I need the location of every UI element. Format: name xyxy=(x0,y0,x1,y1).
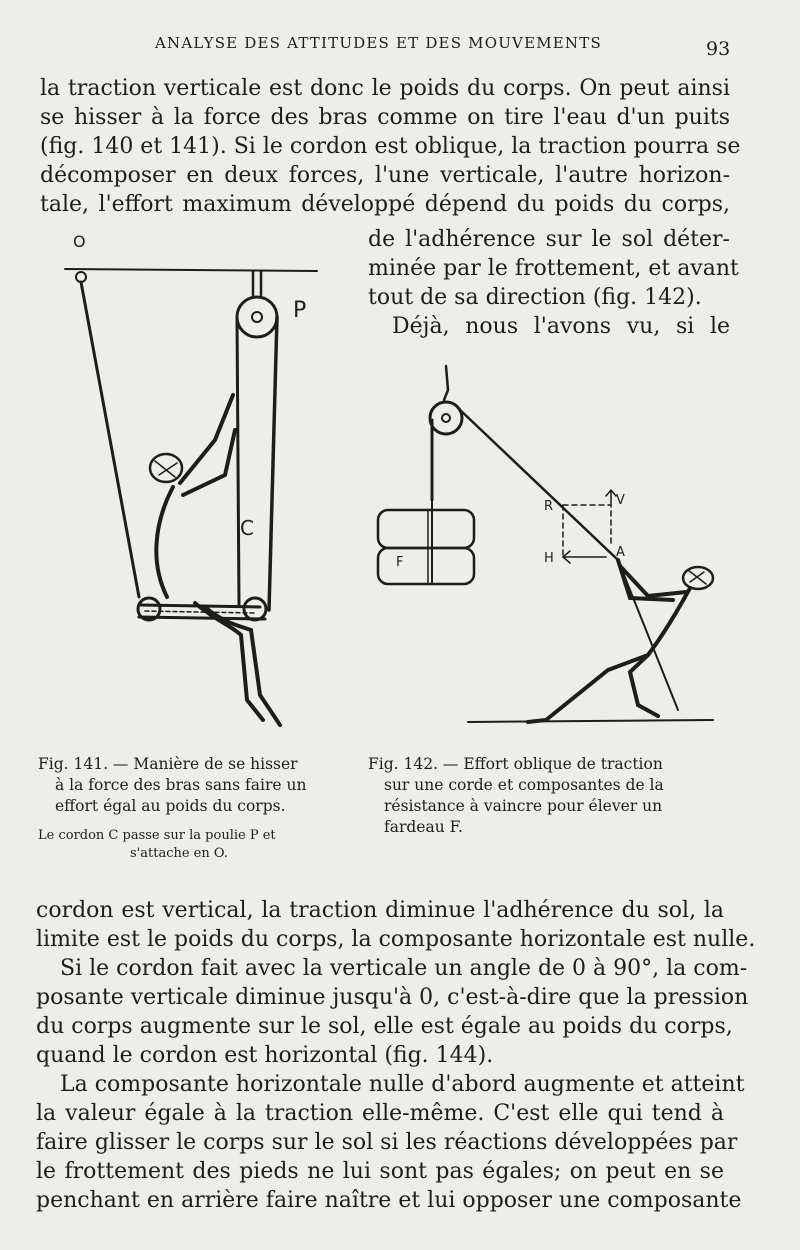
text-line: penchant en arrière faire naître et lui opposer une composante xyxy=(36,1188,742,1213)
page-number: 93 xyxy=(706,38,731,60)
text-line: tout de sa direction (fig. 142). xyxy=(368,285,702,310)
figure-142-caption-line: sur une corde et composantes de la xyxy=(384,776,664,794)
label-r: R xyxy=(544,499,554,514)
text-line: la traction verticale est donc le poids du corps. On peut ainsi xyxy=(40,76,730,101)
text-line: la valeur égale à la traction elle-même. C'est elle qui tend à xyxy=(36,1101,724,1126)
text-line: La composante horizontale nulle d'abord augmente et atteint xyxy=(60,1072,745,1097)
label-o: O xyxy=(73,232,86,251)
text-line: (fig. 140 et 141). Si le cordon est oblique, la traction pourra se xyxy=(40,134,741,159)
text-line: tale, l'effort maximum développé dépend du poids du corps, xyxy=(40,192,730,217)
figure-141-illustration xyxy=(55,225,355,735)
text-line: limite est le poids du corps, la composante horizontale est nulle. xyxy=(36,927,756,952)
figure-141-caption-line: Fig. 141. — Manière de se hisser xyxy=(38,755,298,773)
label-c: C xyxy=(240,516,254,540)
figure-142-caption-line: résistance à vaincre pour élever un xyxy=(384,797,663,815)
label-a: A xyxy=(616,545,625,560)
figure-141-note-line: Le cordon C passe sur la poulie P et xyxy=(38,828,276,843)
figure-141-note-line: s'attache en O. xyxy=(130,846,228,861)
text-line: de l'adhérence sur le sol déter- xyxy=(368,227,730,252)
text-line: minée par le frottement, et avant xyxy=(368,256,739,281)
text-line: du corps augmente sur le sol, elle est égale au poids du corps, xyxy=(36,1014,733,1039)
text-line: Déjà, nous l'avons vu, si le xyxy=(392,314,730,339)
text-line: décomposer en deux forces, l'une verticale, l'autre horizon- xyxy=(40,163,730,188)
text-line: cordon est vertical, la traction diminue l'adhérence du sol, la xyxy=(36,898,724,923)
label-f: F xyxy=(396,555,404,570)
figure-141-caption-line: effort égal au poids du corps. xyxy=(55,797,286,815)
label-p: P xyxy=(293,298,307,323)
figure-142-caption-line: fardeau F. xyxy=(384,818,463,836)
label-v: V xyxy=(616,493,625,508)
text-line: se hisser à la force des bras comme on tire l'eau d'un puits xyxy=(40,105,730,130)
figure-141-caption-line: à la force des bras sans faire un xyxy=(55,776,307,794)
text-line: le frottement des pieds ne lui sont pas égales; on peut en se xyxy=(36,1159,724,1184)
figure-142-caption-line: Fig. 142. — Effort oblique de traction xyxy=(368,755,663,773)
text-line: Si le cordon fait avec la verticale un angle de 0 à 90°, la com- xyxy=(60,956,748,981)
figure-142-illustration xyxy=(368,360,738,735)
text-line: quand le cordon est horizontal (fig. 144). xyxy=(36,1043,494,1068)
label-h: H xyxy=(544,551,554,566)
running-title: ANALYSE DES ATTITUDES ET DES MOUVEMENTS xyxy=(155,34,602,52)
text-line: faire glisser le corps sur le sol si les réactions développées par xyxy=(36,1130,738,1155)
text-line: posante verticale diminue jusqu'à 0, c'est-à-dire que la pression xyxy=(36,985,749,1010)
